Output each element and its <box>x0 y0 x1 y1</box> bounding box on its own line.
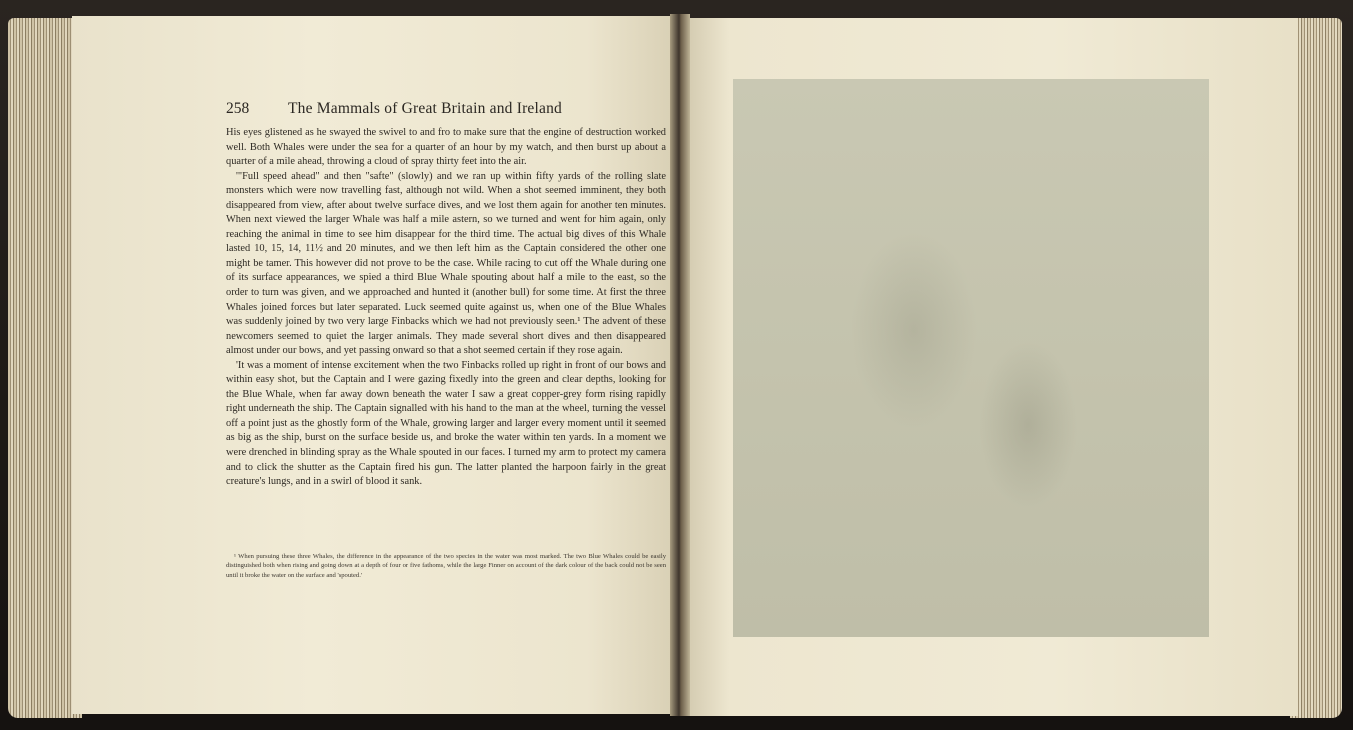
footnote-text: ¹ When pursuing these three Whales, the difference in the appearance of the two species in the water was most marked. The two Blue Whales could be easily distinguished both when rising and going down at a depth of four or five fathoms, while the large Finner on account of the dark colour of the back could not be seen until it broke the water on the surface and 'spouted.' <box>226 553 666 579</box>
paragraph: '"Full speed ahead" and then "safte" (slowly) and we ran up within fifty yards of the rolling slate monsters which were now travelling fast, although not wild. When a shot seemed imminent, they both disappeared from view, after about twelve surface dives, and we lost them again for another ten minutes. When next viewed the larger Whale was half a mile astern, so we turned and went for him again, only reaching the animal in time to see him disappear for the third time. The actual big dives of this Whale lasted 10, 15, 14, 11½ and 20 minutes, and we then left him as the Captain considered the other one might be tamer. This however did not prove to be the case. While racing to cut off the Whale during one of its surface appearances, we spied a third Blue Whale spouting about half a mile to the east, so the order to turn was given, and we approached and hunted it (another bull) for some time. At first the three Whales joined forces but later separated. Luck seemed quite against us, when one of the Blue Whales was suddenly joined by two very large Finbacks which we had not previously seen.¹ The advent of these newcomers seemed to quiet the larger animals. They made several short dives and then disappeared almost under our bows, and yet passing onward so that a shot seemed certain if they rose again. <box>226 170 666 357</box>
paragraph: 'It was a moment of intense excitement when the two Finbacks rolled up right in front of our bows and within easy shot, but the Captain and I were gazing fixedly into the green and clear depths, looking for the Blue Whale, when far away down beneath the water I saw a great copper-grey form rising rapidly right underneath the ship. The Captain signalled with his hand to the man at the wheel, turning the vessel off a point just as the ghostly form of the Whale, growing larger and larger every moment until it seemed as big as the ship, burst on the surface beside us, and broke the water within ten yards. In a moment we were drenched in blinding spray as the Whale spouted in our faces. I turned my arm to protect my camera and to click the shutter as the Captain fired his gun. The latter planted the harpoon fairly in the great creature's lungs, and in a swirl of blood it sank. <box>226 359 666 488</box>
book-gutter <box>670 14 690 716</box>
body-text <box>226 126 666 490</box>
page-header <box>226 100 666 122</box>
footnote <box>226 552 666 580</box>
left-page-edges <box>8 18 82 718</box>
running-title: The Mammals of Great Britain and Ireland <box>288 100 562 117</box>
page-number: 258 <box>226 100 250 117</box>
paragraph: His eyes glistened as he swayed the swivel to and fro to make sure that the engine of destruction worked well. Both Whales were under the sea for a quarter of an hour by my watch, and then burst up about a quarter of a mile ahead, throwing a cloud of spray thirty feet into the air. <box>226 127 666 168</box>
photographic-plate <box>733 79 1209 637</box>
